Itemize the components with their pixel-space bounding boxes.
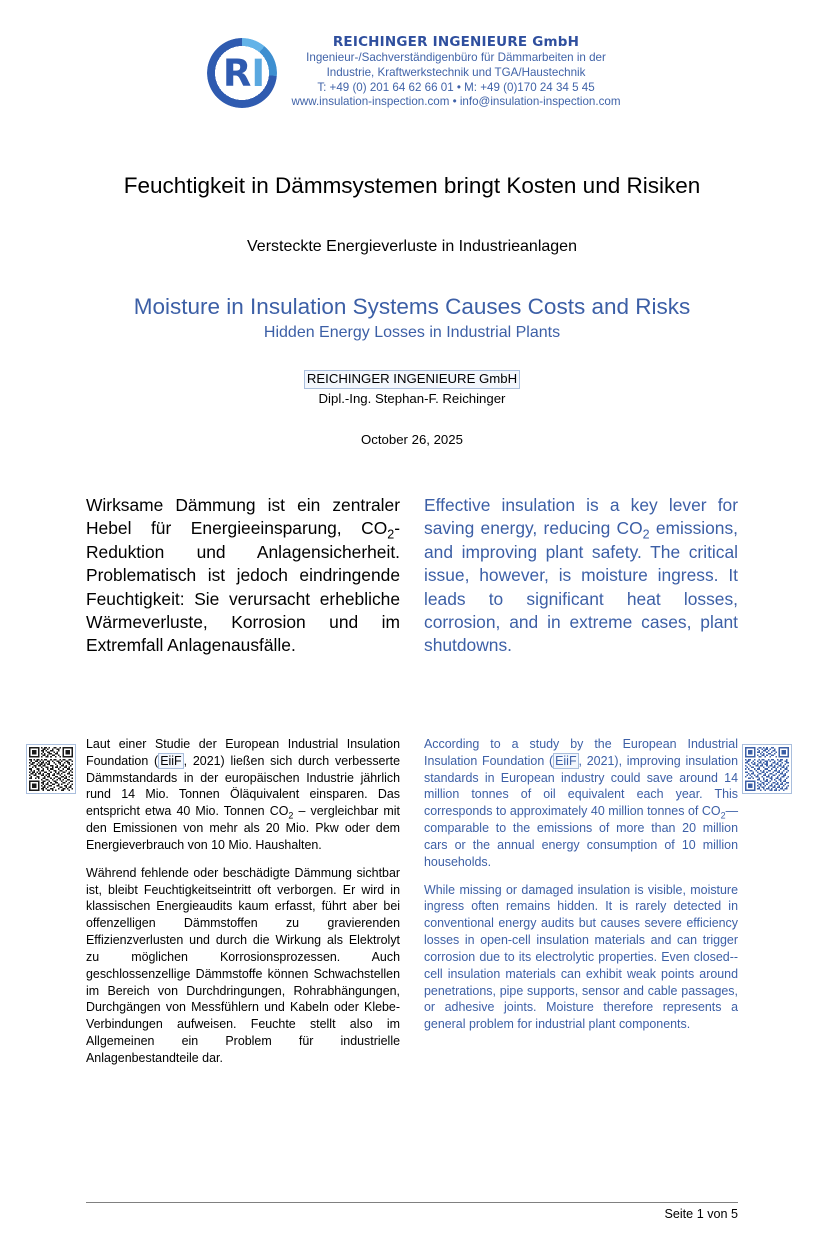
logo-monogram bbox=[203, 32, 281, 114]
abstract-german-subscript: 2 bbox=[387, 527, 395, 542]
de-p1-segment-1: Laut einer Studie der European Industrial Insulation Foundation ( bbox=[86, 737, 400, 768]
abstract-german-part-2: -Reduktion und Anlagensicherheit. Problematisch ist jedoch eindringende Feuchtigkeit: Sie verursacht erhebliche Wärmeverluste, Korrosion und im Extremfall Anlagenausfälle. bbox=[86, 518, 400, 656]
body-english-paragraph-1 bbox=[424, 736, 738, 871]
eiif-reference-link-german[interactable]: EiiF bbox=[160, 753, 182, 768]
qr-code-german-graphic bbox=[29, 747, 73, 791]
qr-code-english-graphic bbox=[745, 747, 789, 791]
logo-letter-i: I bbox=[251, 51, 265, 95]
footer-divider bbox=[86, 1202, 738, 1203]
body-row bbox=[86, 736, 738, 1067]
en-p1-segment-2: , 2021), improving insulation standards in European industry could save around 14 million tonnes of oil equivalent each year. This corresponds to approximately 40 million tonnes of CO bbox=[424, 753, 738, 819]
page-subtitle-german: Versteckte Energieverluste in Industrieanlagen bbox=[247, 238, 577, 255]
de-p1-segment-2: , 2021) ließen sich durch verbesserte Dämmstandards in der europäischen Industrie jährlich rund 14 Mio. Tonnen Öläquivalent einsparen. Das entspricht etwa 40 Mio. Tonnen CO bbox=[86, 753, 400, 819]
author-organisation-link[interactable]: REICHINGER INGENIEURE GmbH bbox=[304, 370, 520, 389]
letterhead-text bbox=[291, 30, 620, 110]
author-name: Dipl.-Ing. Stephan-F. Reichinger bbox=[318, 390, 506, 406]
en-p1-subscript: 2 bbox=[720, 810, 726, 821]
eiif-reference-link-english[interactable]: EiiF bbox=[555, 753, 577, 768]
letterhead-web-line[interactable]: www.insulation-inspection.com • info@insulation-inspection.com bbox=[291, 95, 621, 109]
abstract-german-part-1: Wirksame Dämmung ist ein zentraler Hebel für Energieeinsparung, CO bbox=[86, 495, 400, 539]
qr-code-german[interactable] bbox=[26, 744, 76, 794]
body-column-english bbox=[424, 736, 738, 1067]
abstract-row bbox=[86, 494, 738, 658]
body-column-german bbox=[86, 736, 400, 1067]
en-p1-segment-1: According to a study by the European Industrial Insulation Foundation ( bbox=[424, 737, 738, 768]
qr-code-english[interactable] bbox=[742, 744, 792, 794]
page-title-english: Moisture in Insulation Systems Causes Costs and Risks bbox=[133, 294, 691, 319]
de-p1-segment-3: – vergleichbar mit den Emissionen von mehr als 20 Mio. Pkw oder dem Energieverbrauch von 10 Mio. Haushalten. bbox=[86, 804, 400, 852]
abstract-english-subscript: 2 bbox=[642, 527, 650, 542]
abstract-english-part-1: Effective insulation is a key lever for saving energy, reducing CO bbox=[424, 495, 738, 539]
author-block bbox=[82, 370, 742, 407]
body-german-paragraph-1 bbox=[86, 736, 400, 854]
body-german-paragraph-2: Während fehlende oder beschädigte Dämmung sichtbar ist, bleibt Feuchtigkeitseintritt oft verborgen. Er wird in klassischen Energieaudits kaum erfasst, führt aber bei offenzelligen Dämmstoffen zu gravierenden Effizienzverlusten und durch die Wirkung als Elektrolyt zu möglichen Korrosionsprozessen. Auch geschlossenzellige Dämmstoffe können Schwachstellen im Bereich von Durchdringungen, Rohrabhängungen, Durchgängen von Messfühlern und Kabeln oder Klebe-Verbindungen aufweisen. Feuchte stellt also im Allgemeinen ein Problem für industrielle Anlagenbestandteile dar. bbox=[86, 865, 400, 1065]
abstract-english bbox=[424, 494, 738, 658]
logo-letter-r: R bbox=[222, 51, 251, 95]
letterhead-line-2: Industrie, Kraftwerkstechnik und TGA/Haustechnik bbox=[326, 65, 586, 79]
letterhead-phone-line: T: +49 (0) 201 64 62 66 01 • M: +49 (0)170 24 34 5 45 bbox=[317, 80, 595, 94]
page-title-german: Feuchtigkeit in Dämmsystemen bringt Kosten und Risiken bbox=[123, 173, 701, 198]
company-logo bbox=[203, 32, 281, 118]
abstract-english-part-2: emissions, and improving plant safety. The critical issue, however, is moisture ingress. It leads to significant heat losses, corrosion, and in extreme cases, plant shutdowns. bbox=[424, 518, 738, 656]
body-english-paragraph-2: While missing or damaged insulation is visible, moisture ingress often remains hidden. It is rarely detected in conventional energy audits but causes severe efficiency losses in open-cell insulation materials and can trigger corrosion due to its electrolytic properties. Even closed--cell insulation materials can exhibit weak points around penetrations, pipe supports, sensor and cable passages, or adhesive joints. Moisture therefore represents a general problem for industrial plant components. bbox=[424, 882, 738, 1032]
letterhead-line-1: Ingenieur-/Sachverständigenbüro für Dämmarbeiten in der bbox=[306, 50, 606, 64]
abstract-german bbox=[86, 494, 400, 658]
page-number-footer: Seite 1 von 5 bbox=[664, 1207, 738, 1221]
letterhead-company-name: REICHINGER INGENIEURE GmbH bbox=[332, 34, 580, 50]
page-subtitle-english: Hidden Energy Losses in Industrial Plants bbox=[263, 324, 561, 341]
document-date: October 26, 2025 bbox=[361, 432, 463, 447]
de-p1-subscript: 2 bbox=[288, 810, 294, 821]
letterhead bbox=[0, 30, 824, 118]
en-p1-segment-3: —comparable to the emissions of more than 20 million cars or the annual energy consumption of 10 million households. bbox=[424, 804, 738, 869]
